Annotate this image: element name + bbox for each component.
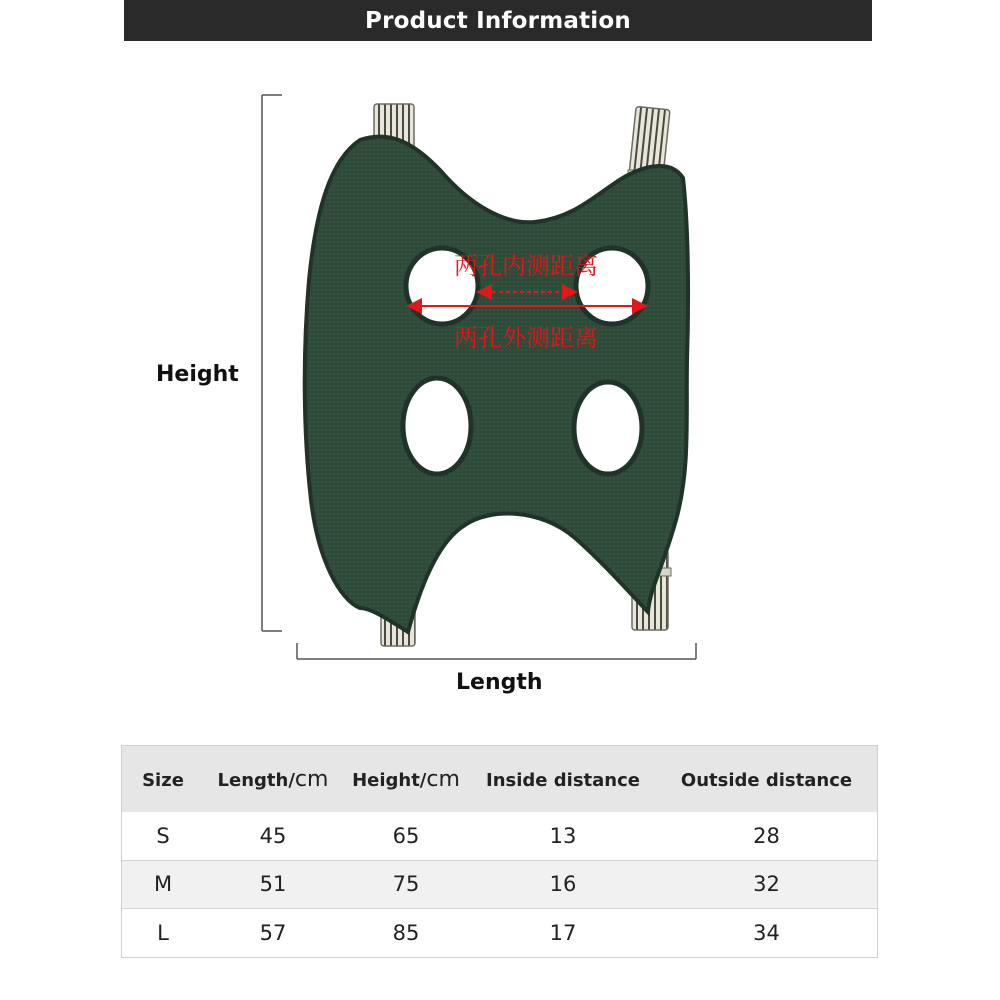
- cell-height: 75: [342, 860, 470, 908]
- table-row: [122, 909, 877, 957]
- cell-outside-distance: 28: [753, 823, 780, 848]
- table-row: [122, 812, 877, 860]
- height-label: Height: [156, 362, 239, 387]
- table-row: [122, 860, 877, 908]
- leg-hole-rear-right: [574, 382, 642, 474]
- cell-height: 85: [342, 909, 470, 957]
- inner-distance-label: 两孔内测距离: [454, 252, 598, 280]
- cell-size: S: [156, 823, 170, 848]
- leg-hole-rear-left: [403, 378, 471, 474]
- cell-size: L: [122, 909, 204, 957]
- size-table: [122, 746, 877, 957]
- length-label: Length: [456, 670, 543, 695]
- cell-height: 65: [392, 823, 420, 848]
- header-length: Length/cm: [217, 766, 329, 792]
- height-dimension-bracket: [262, 95, 282, 631]
- header-outside-distance: Outside distance: [680, 769, 853, 791]
- outer-distance-label: 两孔外测距离: [454, 324, 598, 352]
- cell-inside-distance: 16: [470, 860, 656, 908]
- cell-inside-distance: 13: [549, 823, 577, 848]
- cell-length: 57: [204, 909, 342, 957]
- header-height: Height/cm: [352, 766, 460, 792]
- cell-length: 45: [259, 823, 287, 848]
- cell-outside-distance: 32: [656, 860, 877, 908]
- cell-length: 51: [204, 860, 342, 908]
- size-chart-table: [121, 745, 878, 958]
- length-dimension-bracket: [297, 643, 696, 659]
- cell-outside-distance: 34: [656, 909, 877, 957]
- cell-size: M: [122, 860, 204, 908]
- banner-title: Product Information: [365, 7, 631, 34]
- header-inside-distance: Inside distance: [486, 769, 640, 791]
- header-size: Size: [142, 769, 184, 791]
- table-header-row: [122, 746, 877, 812]
- cell-inside-distance: 17: [470, 909, 656, 957]
- harness-body: [305, 137, 688, 632]
